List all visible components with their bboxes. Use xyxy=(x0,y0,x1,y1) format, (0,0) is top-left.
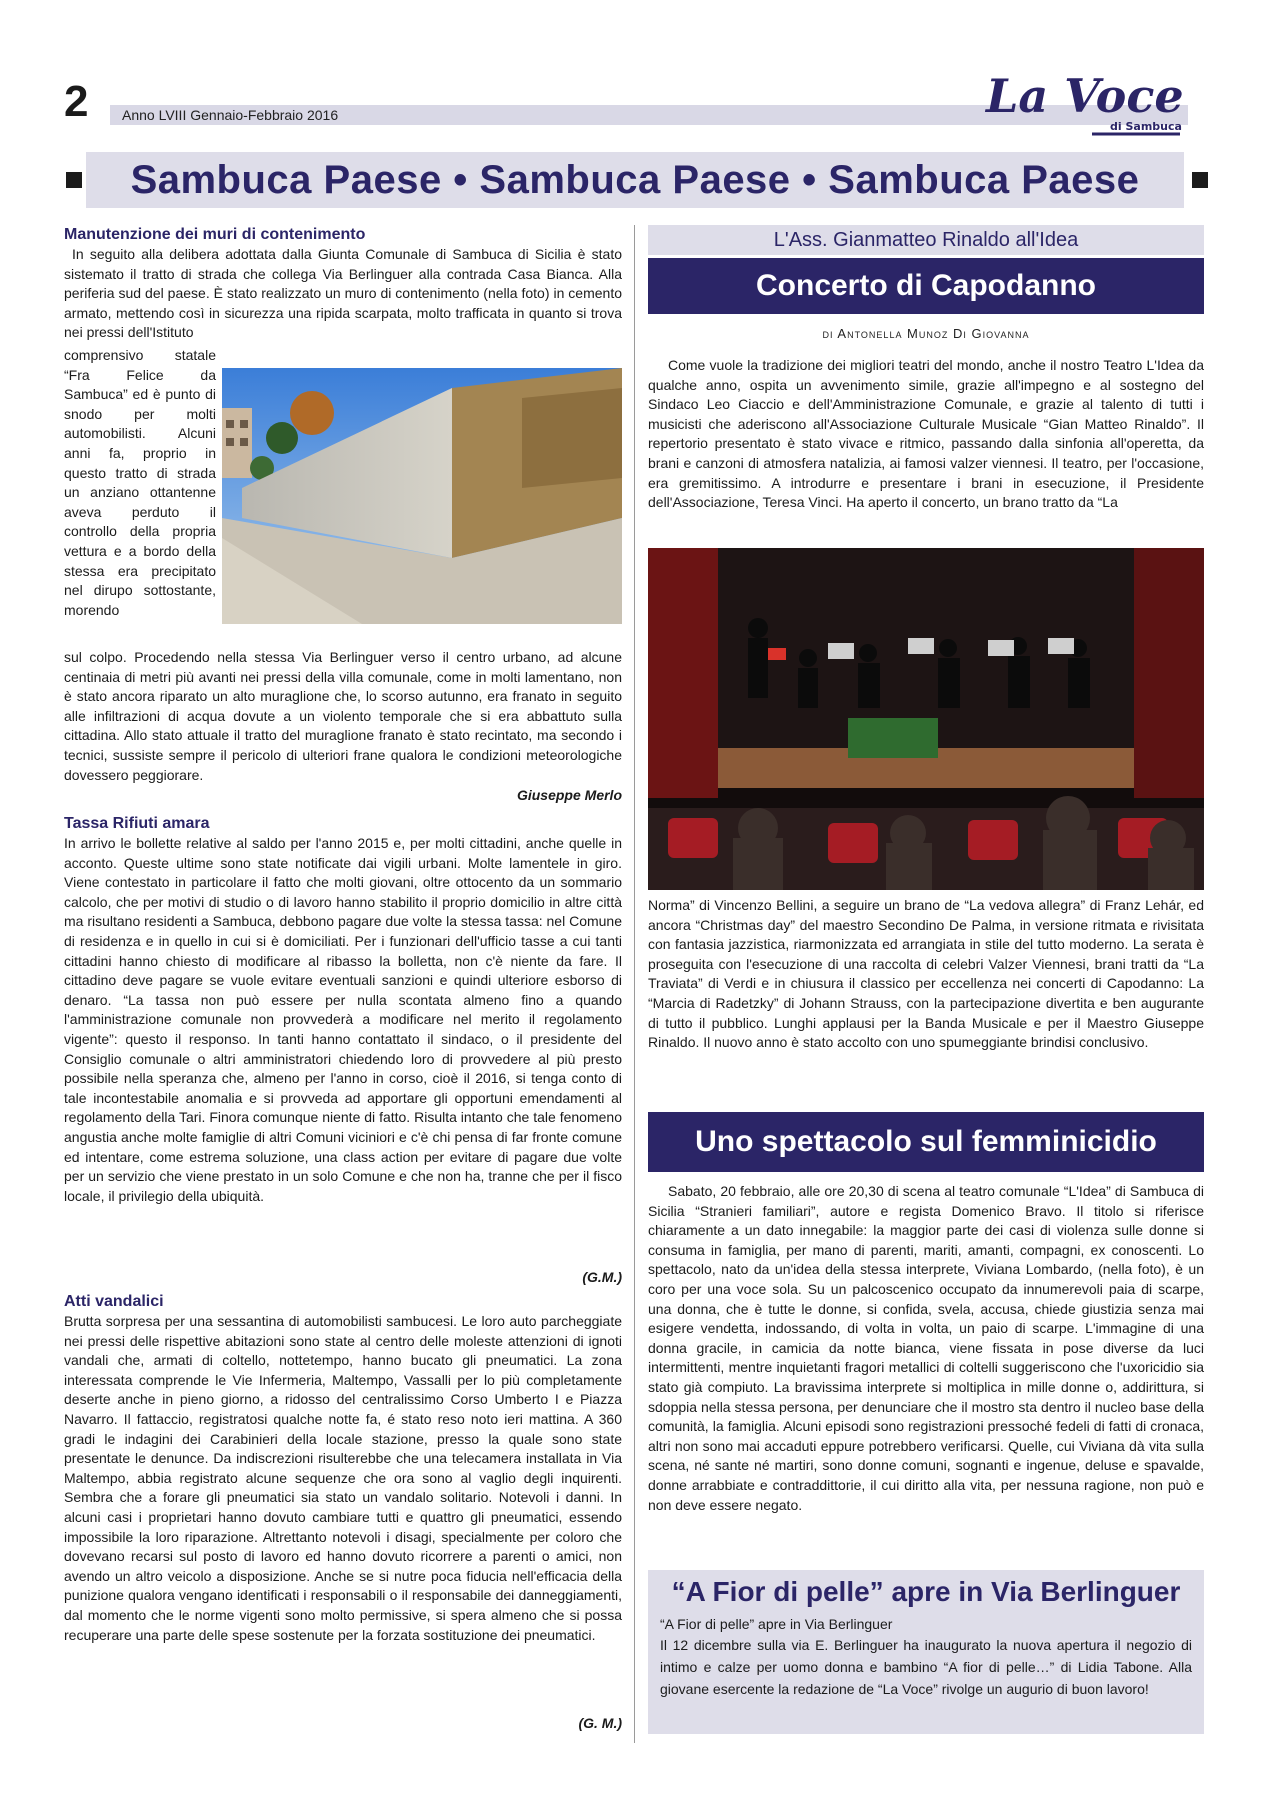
signature-tassa: (G.M.) xyxy=(582,1269,622,1285)
article-title-fior: “A Fior di pelle” apre in Via Berlinguer xyxy=(671,1576,1181,1607)
article-subtitle-fior: “A Fior di pelle” apre in Via Berlinguer xyxy=(660,1616,893,1632)
article-body-concerto-continued: Norma” di Vincenzo Bellini, a seguire un brano de “La vedova allegra” di Franz Lehár, ed ancora “Christmas day” del maestro Secondino De Palma, in versione ritmata e rivisitata con fantasia jazzistica, riarmonizzata ed arrangiata in stile del tutto moderno. La serata è proseguita con l'esecuzione di una raccolta di celebri Valzer Viennesi, brani tratti da “La Traviata” di Verdi e in chiusura il classico per eccellenza nei concerti di Capodanno: La “Marcia di Radetzky” di Johann Strauss, con la partecipazione divertita e ben augurante di tutto il pubblico. Lunghi applausi per la Banda Musicale e per il Maestro Giuseppe Rinaldo. Il nuovo anno è stato accolto con uno spumeggiante brindisi conclusivo. xyxy=(648,897,1204,1051)
article-title-muri: Manutenzione dei muri di contenimento xyxy=(64,226,366,243)
masthead-logo xyxy=(980,64,1210,144)
logo-text: La Voce xyxy=(986,69,1184,123)
article-kicker-concerto: L'Ass. Gianmatteo Rinaldo all'Idea xyxy=(773,229,1079,251)
article-body-femminicidio: Sabato, 20 febbraio, alle ore 20,30 di scena al teatro comunale “L'Idea” di Sambuca di Sicilia “Stranieri familiari”, autore e regista Domenico Bravo. Il titolo si riferisce chiaramente a un dato innegabile: la maggior parte dei casi di violenza sulle donne si consuma in famiglia, per mano di parenti, mariti, amanti, compagni, ex conoscenti. Lo spettacolo, nato da un'idea della stessa interprete, Viviana Lombardo, (nella foto), è un coro per una voce sola. Su un palcoscenico occupato da innumerevoli paia di scarpe, una donna, che è tutte le donne, si confida, svela, accusa, chiede giustizia senza mai esigere vendetta, indossando, di volta in volta, un paio di scarpe. L'immagine di una donna gracile, in camicia da notte bianca, viene fissata in pose diverse da luci intermittenti, mentre inquietanti fragori metallici di coltelli suggeriscono che l'uxoricidio sia stato già compiuto. La bravissima interprete si moltiplica in mille donne o, addirittura, si sdoppia nella stessa persona, per denunciare che il mostro sta dentro il nucleo base della comunità, la famiglia. Alcuni episodi sono registrazioni pressoché fedeli di fatti di cronaca, altri non sono mai accaduti eppure potrebbero verificarsi. Quelle, cui Viviana dà vita sulla scena, né sante né martiri, sono donne comuni, sognanti e ingenue, deluse e spavalde, donne arrabbiate e contraddittorie, il cui diritto alla vita, per nessuna ragione, non può e non deve essere negato. xyxy=(648,1183,1204,1513)
article-title-concerto: Concerto di Capodanno xyxy=(756,269,1096,302)
article-body-muri-narrow: comprensivo statale “Fra Felice da Sambuca” ed è punto di snodo per molti automobilisti. Alcuni anni fa, proprio in questo tratto di strada un anziano ottantenne aveva perduto il controllo della propria vettura e a bordo della stessa era precipitato nel dirupo sottostante, morendo xyxy=(64,347,216,618)
column-divider xyxy=(634,225,635,1743)
page-number: 2 xyxy=(64,77,89,126)
article-body-muri-continued: sul colpo. Procedendo nella stessa Via Berlinguer verso il centro urbano, ad alcune centinaia di metri più avanti nei pressi della villa comunale, come in molti lamentano, non è stato ancora riparato un alto muraglione che, lo scorso autunno, era franato in seguito alle infiltrazioni di acqua dovute a un violento temporale che si era abbattuto sulla cittadina. Allo stato attuale il tratto del muraglione franato è stato recintato, ma secondo i tecnici, sussiste sempre il pericolo di ulteriori frane qualora le condizioni meteorologiche dovessero peggiorare. xyxy=(64,649,622,783)
article-title-femminicidio: Uno spettacolo sul femminicidio xyxy=(695,1125,1157,1158)
section-title: Sambuca Paese • Sambuca Paese • Sambuca Paese xyxy=(130,158,1140,202)
banner-square-right xyxy=(1192,172,1208,188)
byline-concerto: di Antonella Munoz Di Giovanna xyxy=(822,326,1030,341)
article-title-atti: Atti vandalici xyxy=(64,1293,164,1310)
signature-atti: (G. M.) xyxy=(578,1715,622,1731)
article-body-atti: Brutta sorpresa per una sessantina di automobilisti sambucesi. Le loro auto parcheggiate nei pressi delle rispettive abitazioni sono state al centro delle moleste attenzioni di ignoti vandali che, armati di coltello, nottetempo, hanno bucato gli pneumatici. La zona interessata comprende le Vie Infermeria, Maltempo, Vassalli per lo più completamente deserte anche in pieno giorno, a ridosso del centralissimo Corso Umberto I e Piazza Navarro. Il fattaccio, registratosi qualche notte fa, é stato reso noto ieri mattina. A 360 gradi le indagini dei Carabinieri della locale stazione, presso la quale sono state presentate le denunce. Da indiscrezioni risulterebbe che una telecamera installata in Via Maltempo, abbia registrato alcune sequenze che ora sono al vaglio degli inquirenti. Sembra che a forare gli pneumatici sia stato un vandalo solitario. Notevoli i danni. In alcuni casi i proprietari hanno dovuto cambiare tutti e quattro gli pneumatici, essendo impossibile la loro riparazione. Altrettanto notevoli i disagi, specialmente per coloro che dovevano recarsi sul posto di lavoro ed hanno dovuto ricorrere a parenti o amici, non avendo un altro veicolo a disposizione. Anche se si nutre poca fiducia nell'efficacia della punizione qualora vengano identificati i responsabili o il responsabile dei danneggiamenti, dal momento che le norme vigenti sono molto permissive, si spera almeno che si possa recuperare una parte delle spese sostenute per la forzata sostituzione dei pneumatici. xyxy=(64,1313,622,1643)
logo-subtext: di Sambuca xyxy=(1110,120,1182,133)
article-title-tassa: Tassa Rifiuti amara xyxy=(64,815,210,832)
article-body-muri-intro: In seguito alla delibera adottata dalla Giunta Comunale di Sambuca di Sicilia è stato sistemato il tratto di strada che collega Via Berlinguer alla contrada Casa Bianca. Alla periferia sud del paese. È stato realizzato un muro di contenimento (nella foto) in cemento armato, mettendo così in sicurezza una ripida scarpata, molto trafficata in quanto si trova nei pressi dell'Istituto xyxy=(64,246,622,341)
article-body-fior: Il 12 dicembre sulla via E. Berlinguer ha inaugurato la nuova apertura il negozio di intimo e calze per uomo donna e bambino “A fior di pelle…” di Lidia Tabone. Alla giovane esercente la redazione de “La Voce” rivolge un augurio di buon lavoro! xyxy=(660,1637,1192,1697)
signature-muri: Giuseppe Merlo xyxy=(516,787,622,803)
article-body-tassa: In arrivo le bollette relative al saldo per l'anno 2015 e, per molti cittadini, anche quelle in acconto. Queste ultime sono state notificate dai vigili urbani. Molte lamentele in giro. Viene contestato in particolare il fatto che molti giovani, oltre ottocento da un sommario calcolo, che per motivi di studio o di lavoro hanno stabilito il proprio domicilio in altre città ma risultano residenti a Sambuca, debbono pagare due volte la stessa tassa: nel Comune di residenza e in quello in cui si è domiciliati. Per i funzionari dell'ufficio tasse a cui tanti cittadini hanno chiesto di modificare al ribasso la bolletta, non c'è niente da fare. Il cittadino deve pagare se vuole evitare eventuali sanzioni e quindi ulteriore esborso di denaro. “La tassa non può essere per nulla scontata almeno fino a quando l'amministrazione comunale non provvederà a modificare nel merito il regolamento vigente”: questo il responso. In tanti hanno contattato il sindaco, o il presidente del Consiglio comunale o altri amministratori chiedendo loro di provvedere al più presto possibile nella speranza che, almeno per l'anno in corso, cioè il 2016, si tenga conto di tale incontestabile anomalia e si provveda ad apportare gli opportuni emendamenti al regolamento della Tari. Finora comunque niente di fatto. Risulta intanto che tale fenomeno angustia anche molte famiglie di altri Comuni viciniori e c'è chi pensa di far fronte comune ed intentare, come estrema soluzione, una class action per evitare di pagare due volte per un servizio che viene prestato in un solo Comune e che non ha, tranne che per il fisco locale, il privilegio della ubiquità. xyxy=(64,835,623,1204)
banner-square-left xyxy=(66,172,82,188)
article-body-concerto-intro: Come vuole la tradizione dei migliori teatri del mondo, anche il nostro Teatro L'Idea da qualche anno, ospita un avvenimento simile, grazie all'impegno e al sostegno del Sindaco Leo Ciaccio e dell'Amministrazione Comunale, e grazie al talento di tutti i musicisti che aderiscono all'Associazione Culturale Musicale “Gian Matteo Rinaldo”. Il repertorio presentato è stato vivace e ritmico, passando dalla sinfonia all'operetta, da brani e canzoni di atmosfera natalizia, ai famosi valzer viennesi. Il teatro, per l'occasione, era gremitissimo. A introdurre e presentare i brani in esecuzione, il Presidente dell'Associazione, Teresa Vinci. Ha aperto il concerto, un brano tratto da “La xyxy=(648,357,1204,511)
concert-photo xyxy=(648,548,1204,890)
retaining-wall-photo xyxy=(222,368,622,624)
dateline: Anno LVIII Gennaio-Febbraio 2016 xyxy=(122,107,339,123)
